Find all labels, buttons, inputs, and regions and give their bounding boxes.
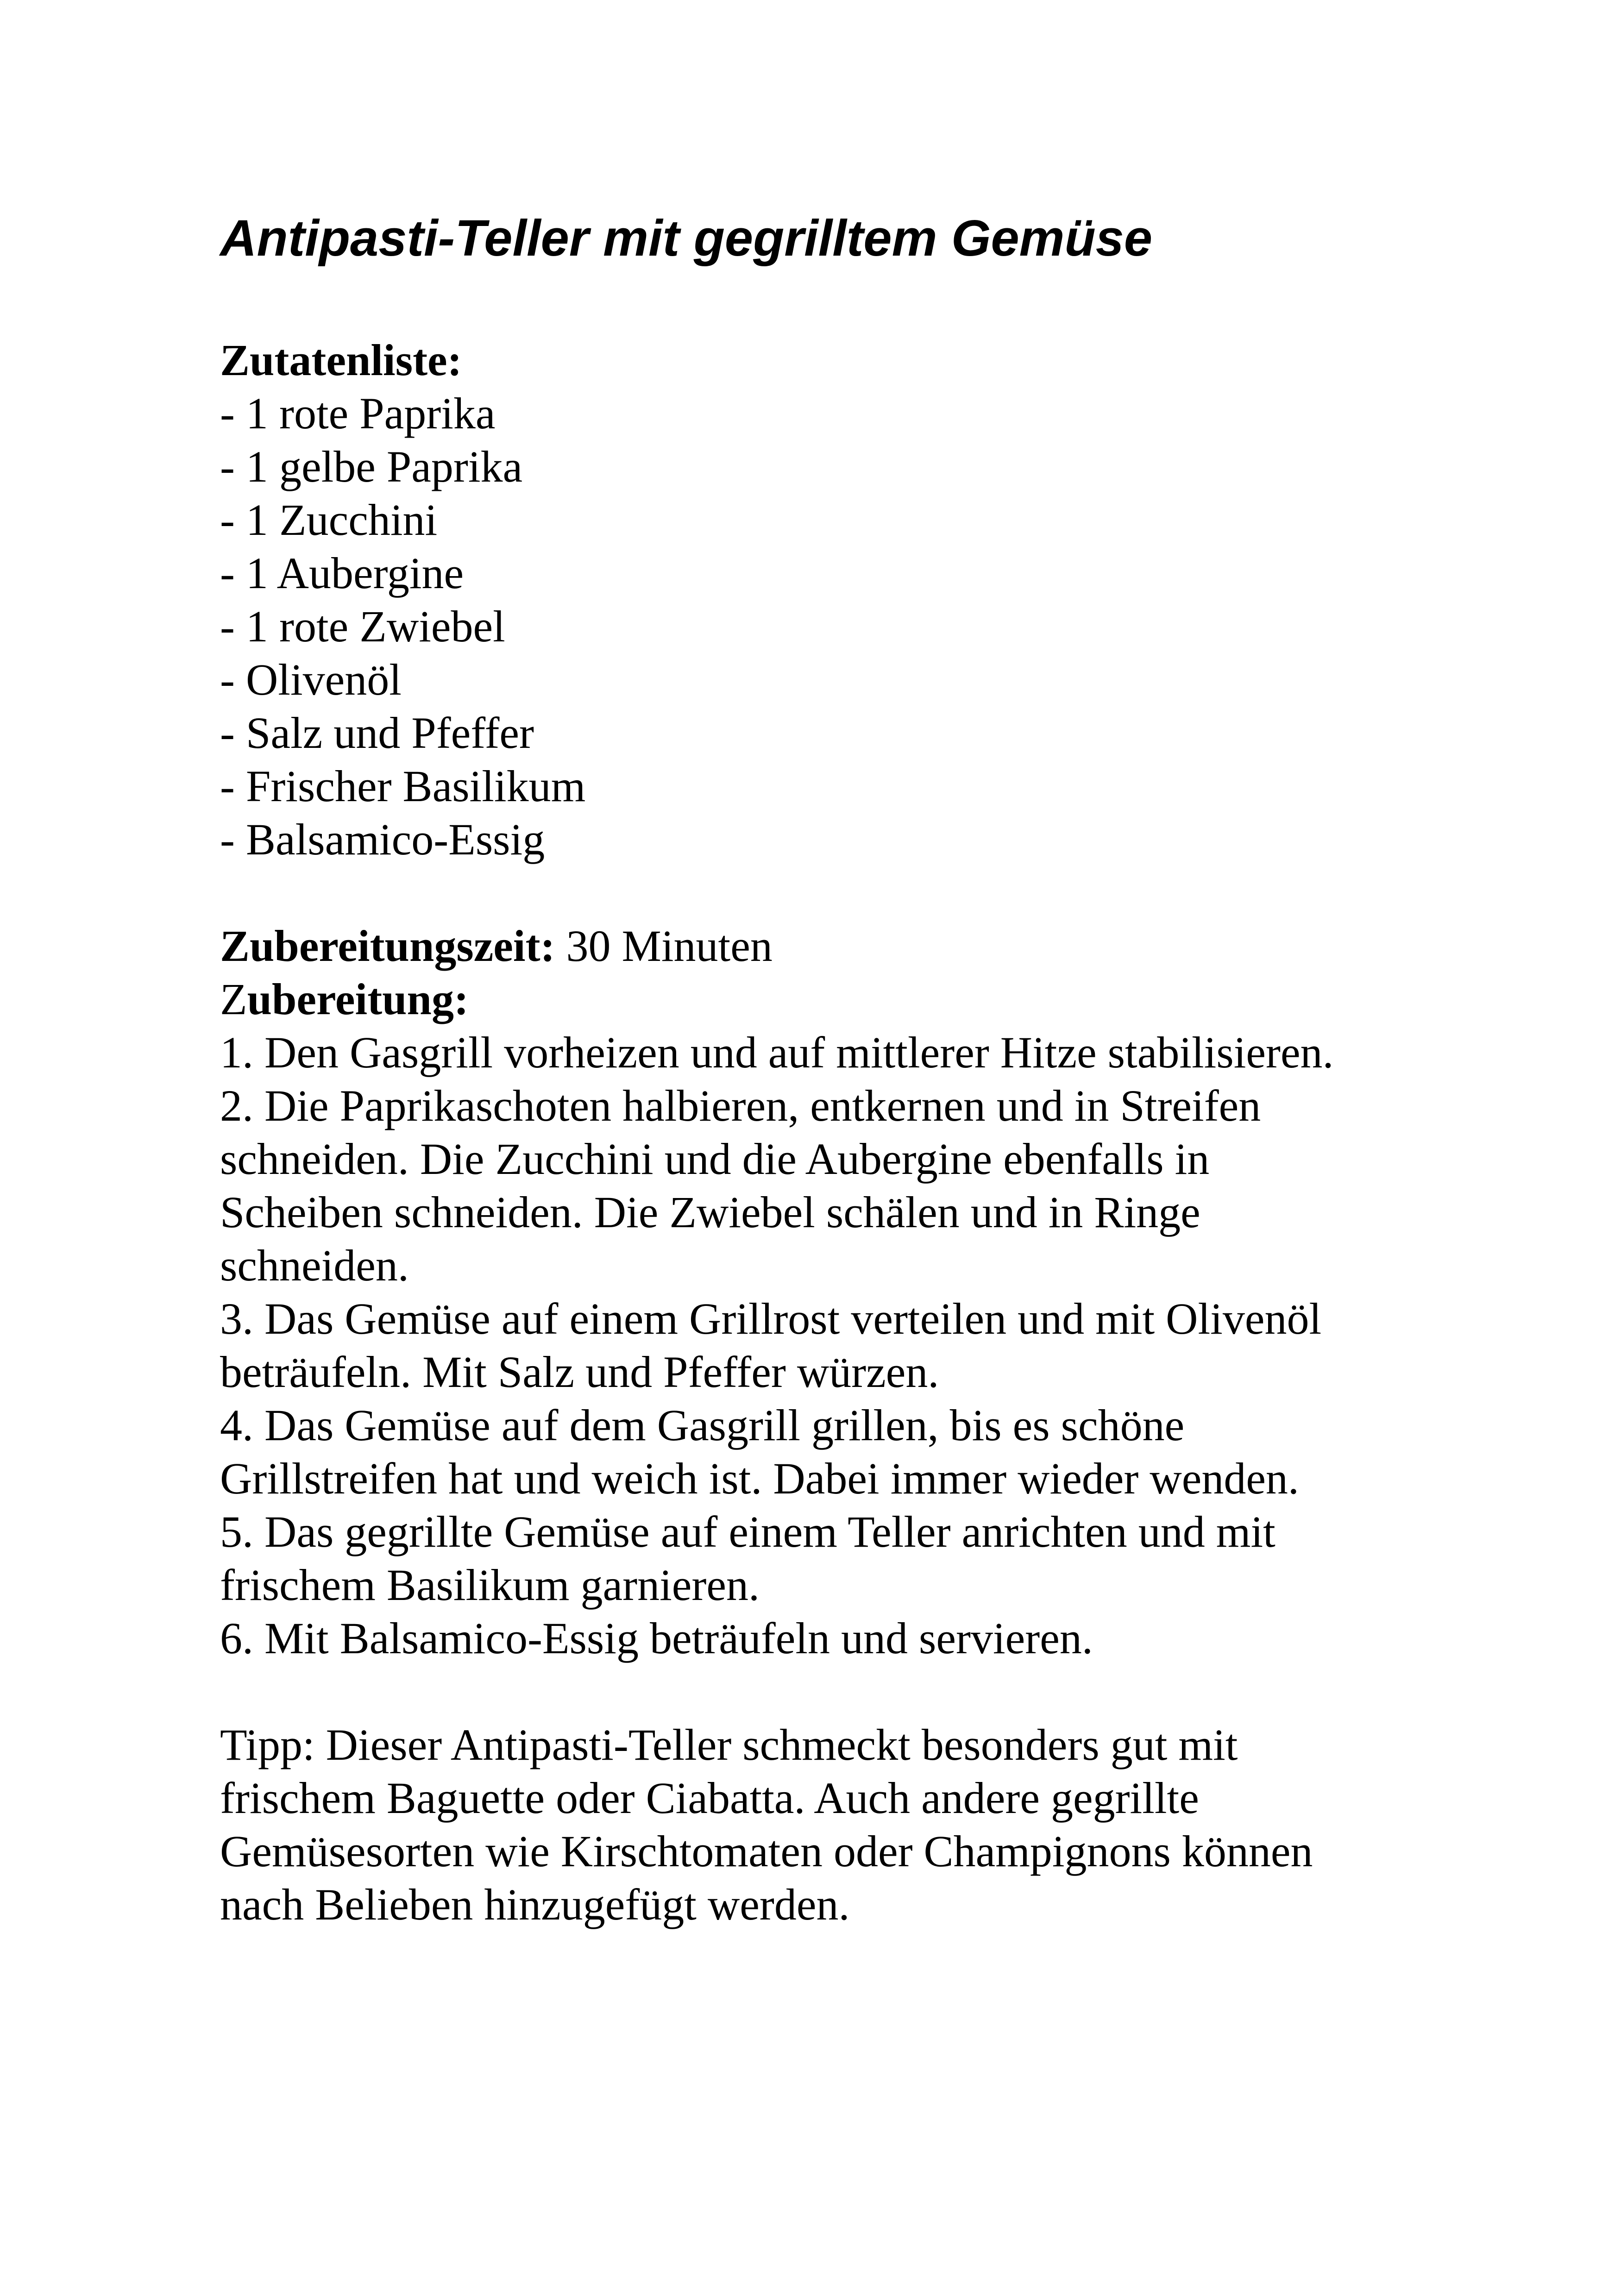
step-line: schneiden. Die Zucchini und die Aubergine ebenfalls in [220, 1134, 1210, 1184]
tip-line: Tipp: Dieser Antipasti-Teller schmeckt besonders gut mit [220, 1720, 1238, 1769]
step-line: Grillstreifen hat und weich ist. Dabei immer wieder wenden. [220, 1454, 1299, 1503]
recipe-page [220, 208, 1470, 1931]
recipe-title: Antipasti-Teller mit gegrilltem Gemüse [220, 210, 1153, 267]
step-line: 5. Das gegrillte Gemüse auf einem Teller anrichten und mit [220, 1507, 1275, 1556]
preparation-heading-rest: ubereitung: [247, 974, 469, 1024]
tip-line: nach Belieben hinzugefügt werden. [220, 1880, 850, 1929]
tip-paragraph [220, 1718, 1470, 1931]
step-line: Scheiben schneiden. Die Zwiebel schälen und in Ringe [220, 1187, 1200, 1237]
preparation-heading-initial: Z [220, 974, 247, 1024]
tip-line: frischem Baguette oder Ciabatta. Auch andere gegrillte [220, 1773, 1199, 1823]
ingredient-item: - Frischer Basilikum [220, 761, 586, 811]
preparation-heading [220, 972, 1470, 1026]
ingredient-item: - Balsamico-Essig [220, 815, 545, 864]
ingredients-heading: Zutatenliste: [220, 335, 462, 385]
ingredients-list [220, 387, 1470, 866]
step-line: 6. Mit Balsamico-Essig beträufeln und servieren. [220, 1613, 1093, 1663]
ingredient-item: - 1 Zucchini [220, 495, 438, 545]
preparation-section [220, 919, 1470, 1665]
step-line: 2. Die Paprikaschoten halbieren, entkernen und in Streifen [220, 1081, 1261, 1130]
ingredient-item: - 1 rote Paprika [220, 389, 496, 438]
ingredient-item: - 1 Aubergine [220, 548, 464, 598]
prep-time-label: Zubereitungszeit: [220, 921, 555, 971]
step-line: 1. Den Gasgrill vorheizen und auf mittlerer Hitze stabilisieren. [220, 1028, 1334, 1077]
tip-line: Gemüsesorten wie Kirschtomaten oder Champignons können [220, 1826, 1313, 1876]
steps-list [220, 1026, 1470, 1665]
ingredient-item: - Olivenöl [220, 655, 402, 704]
ingredient-item: - 1 gelbe Paprika [220, 442, 523, 491]
ingredient-item: - Salz und Pfeffer [220, 708, 534, 758]
step-line: 3. Das Gemüse auf einem Grillrost verteilen und mit Olivenöl [220, 1294, 1322, 1343]
ingredient-item: - 1 rote Zwiebel [220, 602, 505, 651]
ingredients-section [220, 333, 1470, 866]
step-line: 4. Das Gemüse auf dem Gasgrill grillen, bis es schöne [220, 1400, 1185, 1450]
prep-time-line [220, 919, 1470, 972]
step-line: schneiden. [220, 1241, 409, 1290]
step-line: beträufeln. Mit Salz und Pfeffer würzen. [220, 1347, 939, 1397]
prep-time-value: 30 Minuten [555, 921, 773, 971]
step-line: frischem Basilikum garnieren. [220, 1560, 760, 1610]
